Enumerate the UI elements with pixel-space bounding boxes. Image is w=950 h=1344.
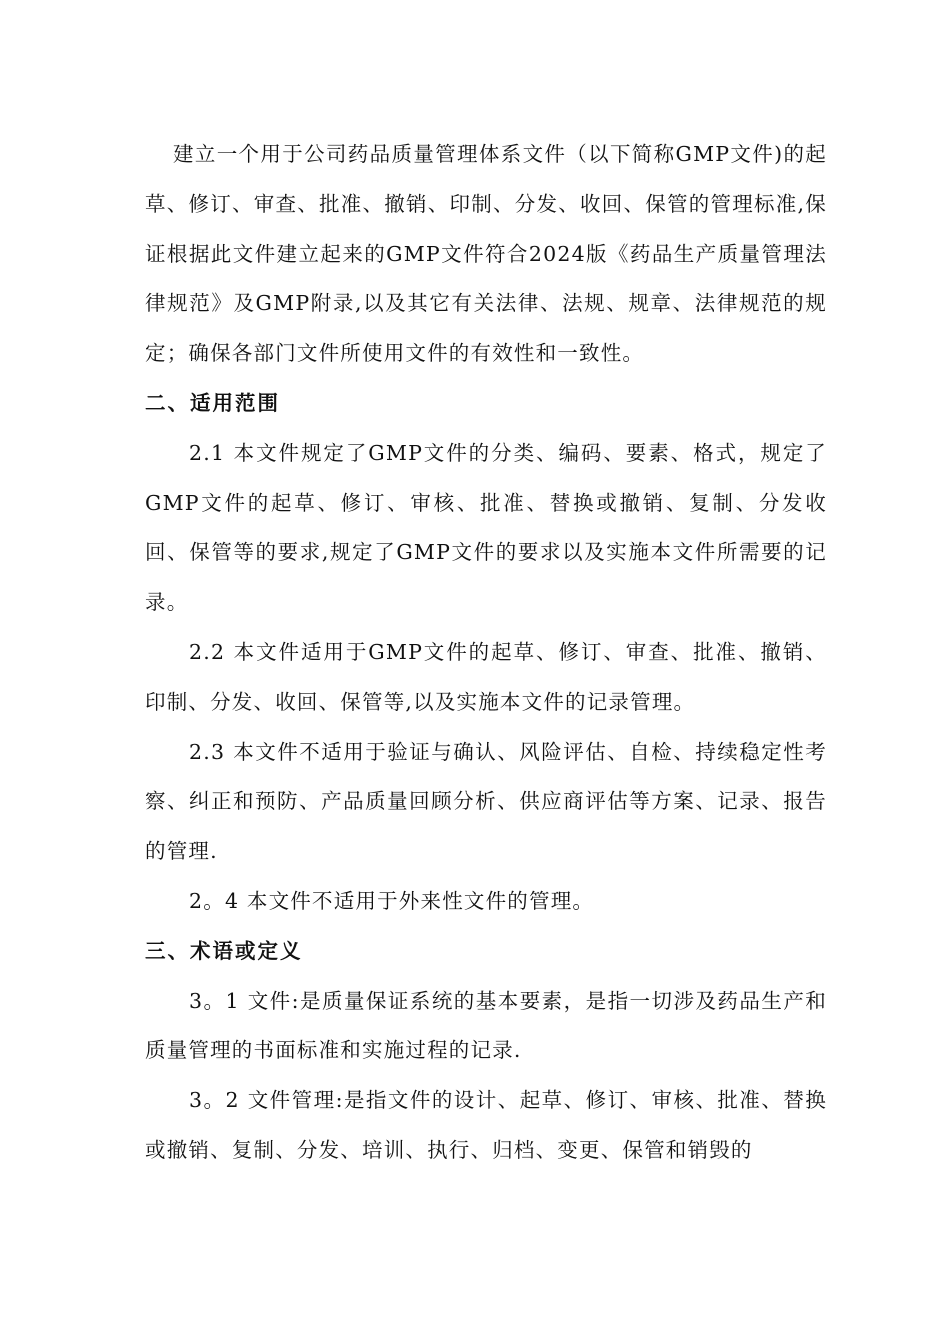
document-body xyxy=(145,130,827,1176)
intro-paragraph: 建立一个用于公司药品质量管理体系文件（以下简称GMP文件)的起草、修订、审查、批准、撤销、印制、分发、收回、保管的管理标准,保证根据此文件建立起来的GMP文件符合2024版《药品生产质量管理法律规范》及GMP附录,以及其它有关法律、法规、规章、法律规范的规定；确保各部门文件所使用文件的有效性和一致性。 xyxy=(145,142,827,366)
scope-item-2-2: 2.2 本文件适用于GMP文件的起草、修订、审查、批准、撤销、印制、分发、收回、保管等,以及实施本文件的记录管理。 xyxy=(145,639,827,714)
scope-item-2-3: 2.3 本文件不适用于验证与确认、风险评估、自检、持续稳定性考察、纠正和预防、产品质量回顾分析、供应商评估等方案、记录、报告的管理. xyxy=(145,739,827,864)
scope-item-2-4: 2。4 本文件不适用于外来性文件的管理。 xyxy=(189,888,595,913)
definition-item-3-1: 3。1 文件:是质量保证系统的基本要素，是指一切涉及药品生产和质量管理的书面标准和实施过程的记录. xyxy=(145,988,827,1063)
scope-item-2-1: 2.1 本文件规定了GMP文件的分类、编码、要素、格式，规定了GMP文件的起草、修订、审核、批准、替换或撤销、复制、分发收回、保管等的要求,规定了GMP文件的要求以及实施本文件所需要的记录。 xyxy=(145,440,827,615)
section-heading-scope: 二、适用范围 xyxy=(145,390,280,415)
section-heading-definitions: 三、术语或定义 xyxy=(145,938,303,963)
definition-item-3-2: 3。2 文件管理:是指文件的设计、起草、修订、审核、批准、替换或撤销、复制、分发、培训、执行、归档、变更、保管和销毁的 xyxy=(145,1088,827,1162)
